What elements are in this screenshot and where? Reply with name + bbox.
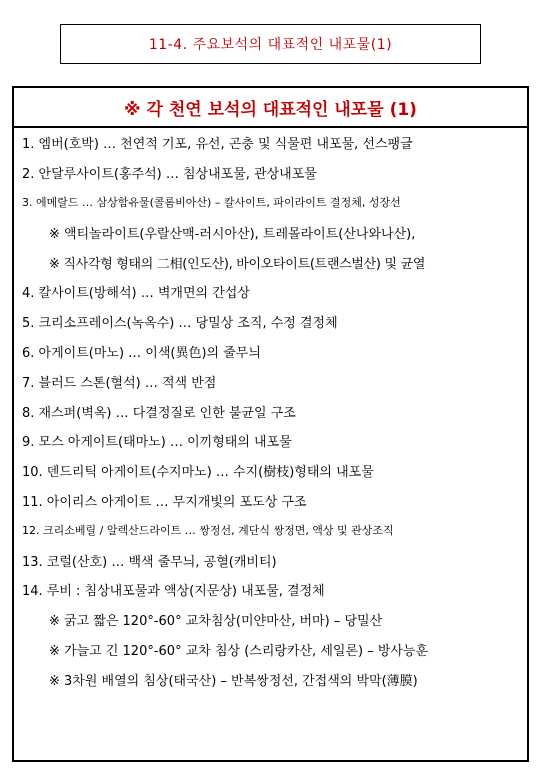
list-item: 7. 블러드 스톤(혈석) … 적색 반점 (22, 375, 217, 391)
list-item: 14. 루비 : 침상내포물과 액상(지문상) 내포물, 결정체 (22, 584, 325, 600)
list-item: 12. 크리소베릴 / 알렉산드라이트 … 쌍정선, 계단식 쌍정면, 액상 및 관상조직 (22, 524, 394, 538)
list-item: 2. 안달루사이트(홍주석) … 침상내포물, 관상내포물 (22, 167, 317, 183)
list-item: 9. 모스 아게이트(태마노) … 이끼형태의 내포물 (22, 435, 292, 451)
main-title: ※ 각 천연 보석의 대표적인 내포물 (1) (14, 88, 527, 128)
list-item: 5. 크리소프레이스(녹옥수) … 당밀상 조직, 수정 결정체 (22, 316, 338, 332)
main-box (12, 86, 529, 762)
list-sub-item: ※ 굵고 짧은 120°-60° 교차침상(미얀마산, 버마) – 당밀산 (49, 614, 383, 630)
list-item: 1. 엠버(호박) … 천연적 기포, 유선, 곤충 및 식물편 내포물, 선스팽글 (22, 137, 413, 153)
list-sub-item: ※ 직사각형 형태의 二相(인도산), 바이오타이트(트랜스벌산) 및 균열 (49, 256, 426, 272)
inclusion-list (14, 128, 527, 694)
list-sub-item: ※ 가늘고 긴 120°-60° 교차 침상 (스리랑카산, 세일론) – 방사능훈 (49, 643, 429, 659)
list-sub-item: ※ 액티놀라이트(우랄산맥-러시아산), 트레몰라이트(산나와나산), (49, 226, 416, 242)
list-item: 11. 아이리스 아게이트 … 무지개빛의 포도상 구조 (22, 494, 307, 510)
list-item: 6. 아게이트(마노) … 이색(異色)의 줄무늬 (22, 345, 261, 361)
list-item: 4. 칼사이트(방해석) … 벽개면의 간섭상 (22, 286, 250, 302)
header-title: 11-4. 주요보석의 대표적인 내포물(1) (148, 37, 393, 53)
header-box (60, 24, 481, 64)
list-item: 13. 코럴(산호) … 백색 줄무늬, 공혈(캐비티) (22, 554, 277, 570)
list-item: 8. 재스퍼(벽옥) … 다결정질로 인한 불균일 구조 (22, 405, 296, 421)
list-item: 10. 덴드리틱 아게이트(수지마노) … 수지(樹枝)형태의 내포물 (22, 465, 374, 481)
list-item: 3. 에메랄드 … 삼상함유물(콜롬비아산) – 칼사이트, 파이라이트 결정체, 성장선 (22, 196, 401, 210)
list-sub-item: ※ 3차원 배열의 침상(태국산) – 반복쌍정선, 간접색의 박막(薄膜) (49, 673, 418, 689)
